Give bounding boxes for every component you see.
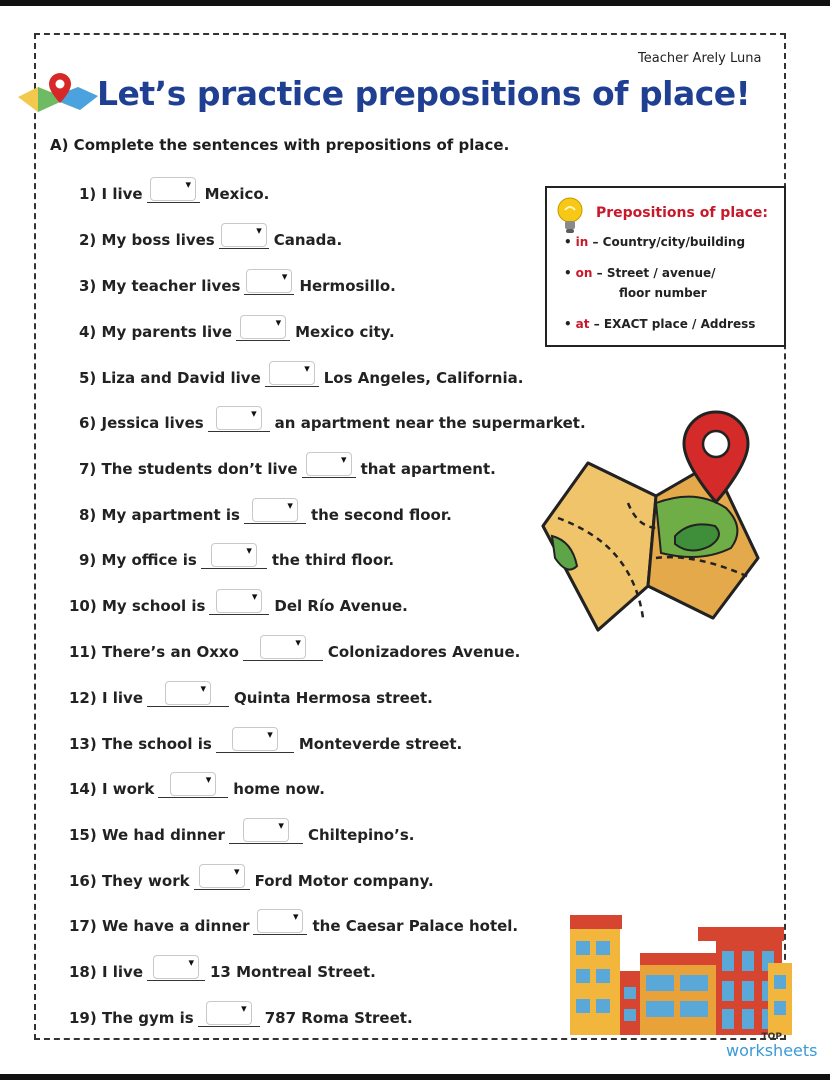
brand-top: TOP [761, 1032, 782, 1042]
chevron-down-icon: ▾ [287, 499, 293, 512]
sentence-after: Hermosillo. [299, 277, 396, 295]
answer-blank[interactable] [201, 544, 267, 569]
sentence-before: 9) My office is [79, 551, 197, 569]
sentence-after: home now. [233, 780, 325, 798]
chevron-down-icon: ▾ [200, 682, 206, 695]
sentence-before: 10) My school is [69, 597, 206, 615]
answer-blank[interactable] [302, 453, 356, 478]
answer-dropdown[interactable] [206, 1001, 252, 1025]
teacher-name: Teacher Arely Luna [638, 51, 762, 66]
answer-dropdown[interactable] [199, 864, 245, 888]
sentence-before: 11) There’s an Oxxo [69, 643, 239, 661]
legend-item-at: • at – EXACT place / Address [564, 317, 756, 331]
sentence-after: Monteverde street. [298, 735, 463, 753]
answer-blank[interactable] [147, 178, 200, 203]
sentence-after: Del Río Avenue. [274, 597, 408, 615]
sentence-before: 5) Liza and David live [79, 369, 261, 387]
answer-dropdown[interactable] [269, 361, 315, 385]
answer-dropdown[interactable] [232, 727, 278, 751]
chevron-down-icon: ▾ [341, 453, 347, 466]
chevron-down-icon: ▾ [185, 178, 192, 191]
chevron-down-icon: ▾ [234, 865, 240, 878]
sentence-after: that apartment. [360, 460, 496, 478]
sentence-2 [79, 224, 343, 249]
chevron-down-icon: ▾ [278, 819, 284, 832]
sentence-6 [79, 407, 586, 432]
chevron-down-icon: ▾ [205, 773, 212, 786]
answer-blank[interactable] [219, 224, 269, 249]
prepositions-legend [545, 186, 786, 347]
sentence-17 [69, 910, 519, 935]
sentence-after: Los Angeles, California. [323, 369, 524, 387]
map-illustration-icon [538, 408, 768, 638]
sentence-before: 18) I live [69, 963, 143, 981]
sentence-before: 16) They work [69, 872, 190, 890]
answer-blank[interactable] [208, 407, 270, 432]
sentence-1 [79, 178, 270, 203]
chevron-down-icon: ▾ [292, 910, 299, 923]
sentence-11 [69, 636, 521, 661]
answer-dropdown[interactable] [221, 223, 267, 247]
sentence-after: Mexico. [204, 185, 270, 203]
sentence-before: 2) My boss lives [79, 231, 215, 249]
sentence-after: Mexico city. [295, 323, 395, 341]
chevron-down-icon: ▾ [267, 728, 273, 741]
chevron-down-icon: ▾ [295, 636, 301, 649]
answer-dropdown[interactable] [153, 955, 199, 979]
sentence-after: 13 Montreal Street. [210, 963, 376, 981]
answer-dropdown[interactable] [211, 543, 257, 567]
sentence-8 [79, 499, 452, 524]
sentence-after: the Caesar Palace hotel. [312, 917, 519, 935]
answer-blank[interactable] [158, 773, 228, 798]
sentence-before: 7) The students don’t live [79, 460, 298, 478]
sentence-16 [69, 865, 434, 890]
answer-dropdown[interactable] [216, 589, 262, 613]
sentence-10 [69, 590, 408, 615]
answer-dropdown[interactable] [170, 772, 216, 796]
sentence-13 [69, 728, 463, 753]
chevron-down-icon: ▾ [304, 362, 310, 375]
chevron-down-icon: ▾ [275, 316, 282, 329]
sentence-after: the second floor. [310, 506, 452, 524]
sentence-before: 13) The school is [69, 735, 212, 753]
legend-item-in: • in – Country/city/building [564, 235, 746, 249]
answer-dropdown[interactable] [306, 452, 352, 476]
chevron-down-icon: ▾ [188, 956, 194, 969]
answer-dropdown[interactable] [252, 498, 298, 522]
chevron-down-icon: ▾ [281, 270, 288, 283]
answer-dropdown[interactable] [216, 406, 262, 430]
legend-heading: Prepositions of place: [596, 205, 768, 221]
answer-blank[interactable] [229, 819, 303, 844]
answer-dropdown[interactable] [150, 177, 196, 201]
answer-blank[interactable] [198, 1002, 260, 1027]
sentence-3 [79, 270, 396, 295]
answer-dropdown[interactable] [246, 269, 292, 293]
sentence-after: an apartment near the supermarket. [274, 414, 586, 432]
answer-blank[interactable] [243, 636, 323, 661]
sentence-after: Ford Motor company. [254, 872, 434, 890]
sentence-19 [69, 1002, 413, 1027]
top-border [0, 0, 830, 6]
sentence-5 [79, 362, 524, 387]
sentence-9 [79, 544, 395, 569]
sentence-before: 15) We had dinner [69, 826, 225, 844]
answer-blank[interactable] [265, 362, 319, 387]
instructions: A) Complete the sentences with prepositions of place. [50, 136, 510, 154]
chevron-down-icon: ▾ [246, 544, 252, 557]
sentence-15 [69, 819, 415, 844]
sentence-after: the third floor. [271, 551, 395, 569]
answer-blank[interactable] [194, 865, 250, 890]
answer-dropdown[interactable] [165, 681, 211, 705]
answer-blank[interactable] [147, 956, 205, 981]
sentence-before: 17) We have a dinner [69, 917, 250, 935]
sentence-12 [69, 682, 433, 707]
answer-blank[interactable] [253, 910, 307, 935]
page-title: Let’s practice prepositions of place! [97, 74, 751, 113]
answer-blank[interactable] [244, 499, 306, 524]
sentence-before: 14) I work [69, 780, 155, 798]
brand-logo [726, 1033, 818, 1060]
sentence-after: 787 Roma Street. [264, 1009, 413, 1027]
lightbulb-icon [555, 196, 585, 236]
sentence-7 [79, 453, 496, 478]
answer-blank[interactable] [216, 728, 294, 753]
sentence-after: Chiltepino’s. [307, 826, 415, 844]
brand-name: worksheets [726, 1041, 818, 1060]
answer-dropdown[interactable] [257, 909, 303, 933]
sentence-18 [69, 956, 376, 981]
answer-dropdown[interactable] [243, 818, 289, 842]
chevron-down-icon: ▾ [251, 407, 257, 420]
answer-blank[interactable] [209, 590, 269, 615]
sentence-after: Canada. [273, 231, 343, 249]
sentence-before: 19) The gym is [69, 1009, 194, 1027]
chevron-down-icon: ▾ [241, 1002, 247, 1015]
buildings-icon [568, 913, 792, 1038]
bottom-border [0, 1074, 830, 1080]
sentence-before: 6) Jessica lives [79, 414, 204, 432]
sentence-after: Colonizadores Avenue. [327, 643, 521, 661]
answer-dropdown[interactable] [260, 635, 306, 659]
sentence-before: 8) My apartment is [79, 506, 240, 524]
answer-blank[interactable] [244, 270, 294, 295]
sentence-before: 12) I live [69, 689, 143, 707]
sentence-14 [69, 773, 325, 798]
chevron-down-icon: ▾ [256, 224, 262, 237]
sentence-before: 1) I live [79, 185, 143, 203]
answer-dropdown[interactable] [240, 315, 286, 339]
sentence-after: Quinta Hermosa street. [234, 689, 433, 707]
legend-item-on: • on – Street / avenue/ [564, 266, 716, 280]
answer-blank[interactable] [147, 682, 229, 707]
sentence-before: 4) My parents live [79, 323, 233, 341]
map-pin-icon [16, 70, 100, 120]
sentence-before: 3) My teacher lives [79, 277, 241, 295]
chevron-down-icon: ▾ [251, 590, 258, 603]
sentence-4 [79, 316, 395, 341]
answer-blank[interactable] [236, 316, 290, 341]
legend-item-on-cont: floor number [619, 286, 707, 300]
